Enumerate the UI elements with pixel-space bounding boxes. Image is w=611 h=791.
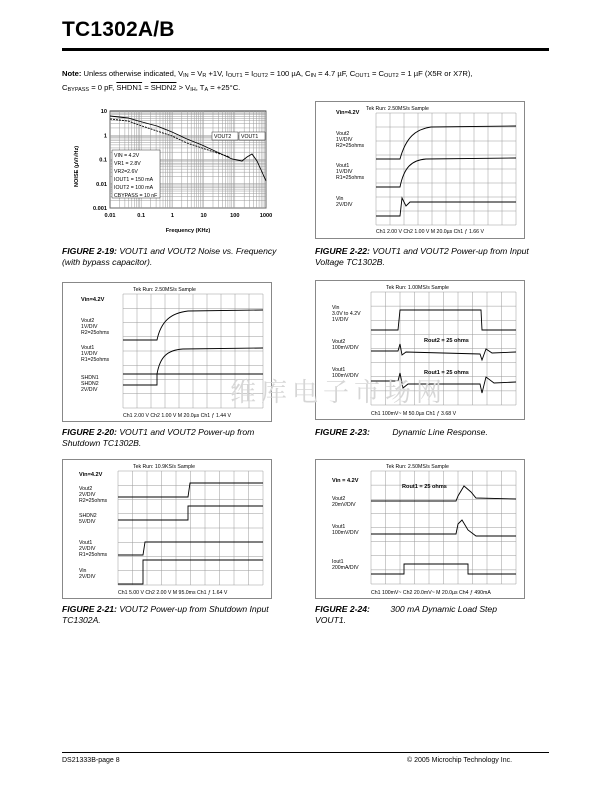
scope-2-24-header: Tek Run: 2.50MS/s Sample (386, 464, 449, 470)
label: Vout2 (332, 339, 346, 345)
y-tick-label: 0.001 (93, 206, 107, 212)
label: R1=25ohms (81, 357, 110, 363)
y-tick-label: 1 (103, 133, 107, 140)
scope-2-22 (315, 101, 525, 239)
label: R2=25ohms (79, 498, 108, 504)
cond-iout2: IOUT2 = 100 mA (114, 185, 154, 191)
note-prefix: Note: (62, 69, 82, 78)
label: 100mV/DIV (332, 530, 359, 536)
cond-vin: VIN = 4.2V (114, 153, 140, 159)
x-tick-label: 1 (170, 213, 174, 219)
scope-2-21-footer: Ch1 5.00 V Ch2 2.00 V M 95.0ms Ch1 ƒ 1.64 V (118, 590, 228, 596)
header-rule (62, 48, 549, 51)
cond-vr1: VR1 = 2.8V (114, 161, 141, 167)
label: 100mV/DIV (332, 345, 359, 351)
label: 100mV/DIV (332, 373, 359, 379)
label: 1V/DIV (336, 169, 353, 175)
footer-copyright: © 2005 Microchip Technology Inc. (407, 757, 513, 764)
footer-rule (62, 752, 549, 753)
label: Vout2 (79, 486, 93, 492)
watermark: 维库电子市场网 (230, 378, 448, 408)
scope-2-23-header: Tek Run: 1.00MS/s Sample (386, 285, 449, 291)
caption-2-20: FIGURE 2-20: VOUT1 and VOUT2 Power-up from Shutdown TC1302B. (62, 427, 255, 448)
page-title: TC1302A/B (62, 18, 175, 41)
scope-2-21 (62, 459, 272, 599)
label: R1=25ohms (79, 552, 108, 558)
y-tick-label: 0.1 (99, 157, 107, 164)
caption-2-23: FIGURE 2-23: Dynamic Line Response. (315, 427, 488, 437)
label: Vin = 4.2V (332, 478, 359, 484)
x-tick-label: 10 (200, 213, 207, 219)
label: 1V/DIV (332, 317, 349, 323)
footer-doc-id: DS21333B-page 8 (62, 757, 120, 764)
label: 2V/DIV (81, 387, 98, 393)
label: Vout2 (81, 318, 95, 324)
label: Vin (79, 568, 87, 574)
scope-2-22-header: Tek Run: 2.50MS/s Sample (366, 106, 429, 112)
scope-2-20-footer: Ch1 2.00 V Ch2 1.00 V M 20.0µs Ch1 ƒ 1.44 V (123, 413, 231, 419)
scope-2-20-header: Tek Run: 2.50MS/s Sample (133, 287, 196, 293)
cond-vr2: VR2=2.6V (114, 169, 138, 175)
label: SHDN1 (81, 375, 99, 381)
note-line-2: $C_{BYPASS} = 0$ pF, SHDN1 = SHDN2 > $V_{IH}$, $T_A = +25^\circ C$. (62, 83, 241, 93)
cond-cbypass: CBYPASS = 10 nF (114, 193, 158, 199)
caption-2-19: FIGURE 2-19: VOUT1 and VOUT2 Noise vs. Frequency (with bypass capacitor). (62, 246, 277, 267)
note-rout1: Rout1 = 25 ohms (424, 370, 469, 376)
label: 5V/DIV (79, 519, 96, 525)
label: R1=25ohms (336, 175, 365, 181)
scope-2-21-header: Tek Run: 10.9KS/s Sample (133, 464, 195, 470)
label: 1V/DIV (81, 324, 98, 330)
note-rout2: Rout2 = 25 ohms (424, 338, 469, 344)
label: Vout1 (332, 367, 346, 373)
label: Vin (332, 305, 340, 311)
label: Vout1 (79, 540, 93, 546)
note-rout1: Rout1 = 25 ohms (402, 484, 447, 490)
noise-x-axis-label: Frequency (KHz) (165, 228, 211, 234)
label: Vin (336, 196, 344, 202)
label: 200mA/DIV (332, 565, 359, 571)
noise-vs-frequency-chart (62, 99, 278, 237)
x-tick-label: 0.01 (104, 213, 116, 219)
y-tick-label: 0.01 (96, 181, 107, 188)
label: Vin=4.2V (79, 472, 103, 478)
label: Vout2 (336, 131, 350, 137)
label: 1V/DIV (81, 351, 98, 357)
scope-2-24-footer: Ch1 100mV~ Ch2 20.0mV~ M 20.0µs Ch4 ƒ 490mA (371, 590, 491, 596)
label: 2V/DIV (79, 546, 96, 552)
x-tick-label: 100 (230, 213, 240, 219)
noise-y-axis-label: NOISE (µV/√Hz) (74, 145, 80, 187)
label: R2=25ohms (336, 143, 365, 149)
label: R2=25ohms (81, 330, 110, 336)
label: Vout2 (332, 496, 346, 502)
label: 2V/DIV (336, 202, 353, 208)
scope-2-22-footer: Ch1 2.00 V Ch2 1.00 V M 20.0µs Ch1 ƒ 1.66 V (376, 229, 484, 235)
cond-iout1: IOUT1 = 150 mA (114, 177, 154, 183)
scope-2-23-footer: Ch1 100mV~ M 50.0µs Ch1 ƒ 3.68 V (371, 411, 457, 417)
label: 20mV/DIV (332, 502, 356, 508)
label: 3.0V to 4.2V (332, 311, 361, 317)
label: Iout1 (332, 559, 344, 565)
note-line-1: Unless otherwise indicated, $V_{IN} = V_R +1V$, $I_{OUT1} = I_{OUT2} = 100$ µA, $C_{IN} = 4.7$ µF, $C_{OUT1} = C_{OUT2} = 1$ µF (X5R or X7R), (83, 69, 473, 79)
label: SHDN2 (79, 513, 97, 519)
label: 2V/DIV (79, 492, 96, 498)
caption-2-24: FIGURE 2-24: 300 mA Dynamic Load Step VOUT1. (315, 604, 497, 625)
y-tick-label: 10 (100, 109, 107, 115)
label: Vin=4.2V (81, 297, 105, 303)
x-tick-label: 1000 (259, 213, 273, 219)
label: Vout1 (81, 345, 95, 351)
label: SHDN2 (81, 381, 99, 387)
scope-graticule (118, 471, 263, 585)
scope-2-24 (315, 459, 525, 599)
legend-vout2: VOUT2 (214, 134, 232, 140)
caption-2-22: FIGURE 2-22: VOUT1 and VOUT2 Power-up from Input Voltage TC1302B. (315, 246, 529, 267)
x-tick-label: 0.1 (137, 213, 146, 219)
label: Vin=4.2V (336, 110, 360, 116)
legend-vout1: VOUT1 (241, 134, 259, 140)
caption-2-21: FIGURE 2-21: VOUT2 Power-up from Shutdown Input TC1302A. (62, 604, 269, 625)
label: Vout1 (332, 524, 346, 530)
label: 2V/DIV (79, 574, 96, 580)
conditions-note (62, 68, 548, 96)
label: Vout1 (336, 163, 350, 169)
label: 1V/DIV (336, 137, 353, 143)
